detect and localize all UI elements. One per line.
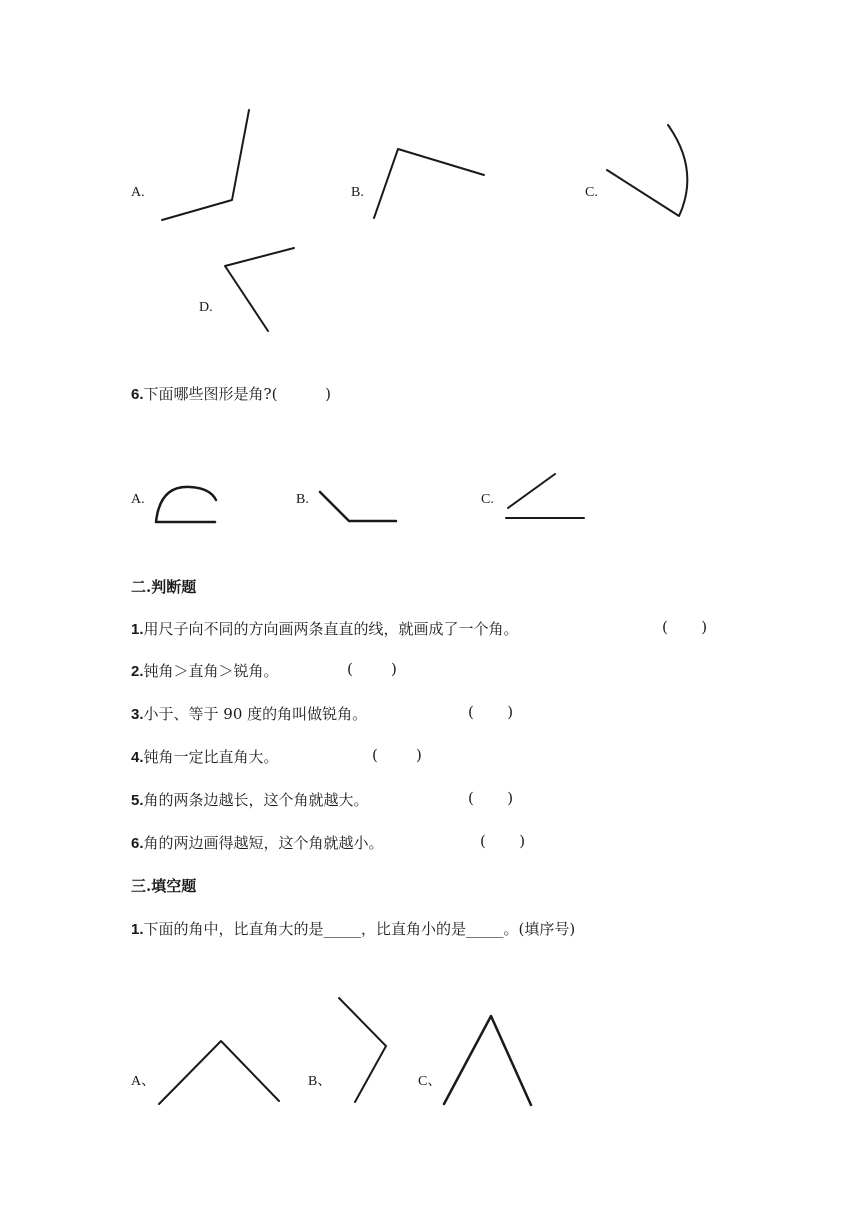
s3-q1-text: 下面的角中，比直角大的是_____，比直角小的是_____。(填序号): [143, 920, 576, 938]
s3-q1-option-b-label: B、: [308, 1074, 332, 1089]
s2-item-4-text: 钝角一定比直角大。: [143, 748, 279, 766]
q6-option-b-label: B.: [296, 492, 309, 507]
q5-option-d-label: D.: [199, 300, 213, 315]
section2-heading: 二.判断题: [131, 578, 197, 596]
s3-q1-option-a-label: A、: [131, 1074, 156, 1089]
q6-number: 6.: [131, 386, 144, 403]
q6-shape-a: [156, 487, 216, 522]
q6-shape-c-line1: [508, 474, 555, 508]
s2-item-3-text: 小于、等于 90 度的角叫做锐角。: [143, 705, 368, 723]
s2-item-1: [131, 618, 519, 639]
s2-item-4: [131, 746, 279, 767]
q6-text: 下面哪些图形是角?: [143, 385, 272, 403]
q5-angle-a: [162, 110, 249, 220]
q5-angle-b: [374, 149, 484, 218]
s2-item-5: [131, 789, 369, 810]
s3q1-angle-c: [444, 1016, 531, 1105]
s2-item-1-text: 用尺子向不同的方向画两条直直的线，就画成了一个角。: [143, 620, 519, 638]
s2-item-5-text: 角的两条边越长，这个角就越大。: [143, 791, 369, 809]
q5-option-c-label: C.: [585, 185, 598, 200]
s2-item-5-number: 5.: [131, 792, 144, 809]
s2-item-2-text: 钝角＞直角＞锐角。: [143, 662, 279, 680]
s3q1-angle-a: [159, 1041, 279, 1104]
s2-item-4-number: 4.: [131, 749, 144, 766]
s3-q1-option-c-label: C、: [418, 1074, 442, 1089]
s2-item-3-number: 3.: [131, 706, 144, 723]
q5-angle-d: [225, 248, 294, 331]
q6-question: [131, 383, 331, 404]
s2-item-6-text: 角的两边画得越短，这个角就越小。: [143, 834, 384, 852]
section3-heading: 三.填空题: [131, 877, 197, 895]
s2-item-5-answer-paren[interactable]: ( ): [468, 789, 514, 807]
s2-item-6-number: 6.: [131, 835, 144, 852]
s2-item-1-number: 1.: [131, 621, 144, 638]
s2-item-6: [131, 832, 384, 853]
q6-answer-paren[interactable]: ( ): [271, 385, 331, 403]
q5-shape-c: [607, 125, 687, 216]
s2-item-3: [131, 703, 367, 724]
q5-option-a-label: A.: [131, 185, 145, 200]
s3-q1-number: 1.: [131, 921, 144, 938]
s2-item-2-answer-paren[interactable]: ( ): [347, 660, 397, 678]
s2-item-6-answer-paren[interactable]: ( ): [480, 832, 526, 850]
s2-item-2-number: 2.: [131, 663, 144, 680]
s2-item-3-answer-paren[interactable]: ( ): [468, 703, 514, 721]
s2-item-4-answer-paren[interactable]: ( ): [372, 746, 422, 764]
q6-option-a-label: A.: [131, 492, 145, 507]
s2-item-1-answer-paren[interactable]: ( ): [662, 618, 708, 636]
q6-shape-b: [320, 492, 396, 521]
q6-option-c-label: C.: [481, 492, 494, 507]
q5-option-b-label: B.: [351, 185, 364, 200]
s3q1-angle-b: [339, 998, 386, 1102]
s2-item-2: [131, 660, 279, 681]
s3-q1: [131, 918, 575, 939]
